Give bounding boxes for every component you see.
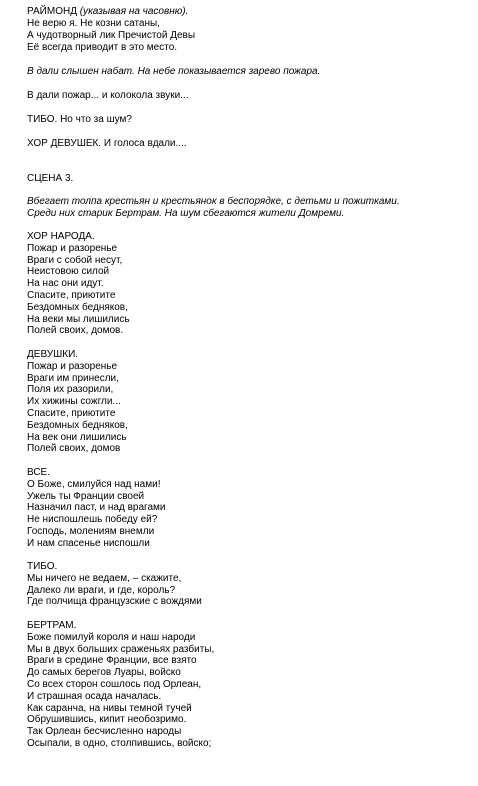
people-line-6: Бездомных бедняков, [27,301,128,313]
people-speaker: ХОР НАРОДА. [27,231,95,242]
raymond-direction: (указывая на часовню). [79,6,189,17]
girls-block [27,349,128,455]
bertram-line-6: И страшная осада началась. [27,690,162,702]
bertram-line-7: Как саранча, на нивы темной тучей [27,702,192,714]
girls-line-7: На век они лишились [27,431,127,443]
girls-line-6: Бездомных бедняков, [27,419,128,431]
thibault-line-1: Мы ничего не ведаем, – скажите, [27,572,182,584]
people-line-5: Спасите, приютите [27,289,116,301]
all-line-3: Назначил паст, и над врагами [27,502,166,514]
thibault-line-2: Далеко ли враги, и где, король? [27,584,176,596]
stage-direction-crowd-1: Вбегает толпа крестьян и крестьянок в беспорядке, с детьми и пожитками. [27,196,400,207]
people-line-2: Враги с собой несут, [27,254,123,266]
bertram-line-5: Со всех сторон сошлось под Орлеан, [27,678,202,690]
bertram-line-3: Враги в средине Франции, все взято [27,655,197,667]
raymond-line-2: А чудотворный лик Пречистой Девы [27,30,196,41]
bertram-line-8: Обрушившись, кипит необозримо. [27,714,187,726]
bertram-speaker: БЕРТРАМ. [27,620,77,631]
girls-line-3: Поля их разорили, [27,384,114,396]
girls-line-4: Их хижины сожгли... [27,396,121,408]
scene-heading: СЦЕНА 3. [27,173,74,184]
all-line-2: Ужель ты Франции своей [27,490,145,502]
thibault-block [27,561,202,608]
raymond-line-3: Её всегда приводит в это место. [27,42,178,53]
all-line-5: Господь, молениям внемли [27,525,155,537]
fire-line: В дали пожар... и колокола звуки... [27,90,189,101]
girls-line-2: Враги им принесли, [27,372,119,384]
all-block [27,467,165,550]
all-line-1: О Боже, смилуйся над нами! [27,478,161,490]
thibault-line-3: Где полчища французские с вождями [27,596,202,608]
bertram-block [27,620,214,750]
people-line-8: Полей своих, домов. [27,325,124,337]
people-line-3: Неистовою силой [27,266,110,278]
all-line-6: И нам спасенье ниспошли [27,537,150,549]
thibault-question: ТИБО. Но что за шум? [27,114,132,125]
bertram-line-9: Так Орлеан бесчисленно народы [27,726,182,738]
girls-speaker: ДЕВУШКИ. [27,349,79,360]
bertram-line-2: Мы в двух больших сраженьях разбиты, [27,643,215,655]
stage-direction-alarm: В дали слышен набат. На небе показывается зарево пожара. [27,66,321,77]
bertram-line-10: Осыпали, в одно, столпившись, войско; [27,737,212,749]
girls-line-8: Полей своих, домов [27,443,121,455]
raymond-line-1: Не верю я. Не козни сатаны, [27,18,160,29]
bertram-line-1: Боже помилуй короля и наш народи [27,631,196,643]
people-line-7: На веки мы лишились [27,313,130,325]
girls-choir-line: ХОР ДЕВУШЕК. И голоса вдали.... [27,138,187,149]
girls-line-1: Пожар и разоренье [27,360,118,372]
people-line-1: Пожар и разоренье [27,242,118,254]
raymond-speaker: РАЙМОНД [27,6,77,17]
all-speaker: ВСЕ. [27,467,51,478]
bertram-line-4: До самых берегов Луары, войско [27,667,181,679]
people-line-4: На нас они идут. [27,278,104,290]
people-choir-block [27,231,130,337]
stage-direction-crowd-2: Среди них старик Бертрам. На шум сбегаются жители Домреми. [27,208,345,219]
thibault-speaker: ТИБО. [27,561,58,572]
girls-line-5: Спасите, приютите [27,407,116,419]
all-line-4: Не ниспошлешь победу ей? [27,514,158,526]
raymond-speaker-line [27,6,188,18]
